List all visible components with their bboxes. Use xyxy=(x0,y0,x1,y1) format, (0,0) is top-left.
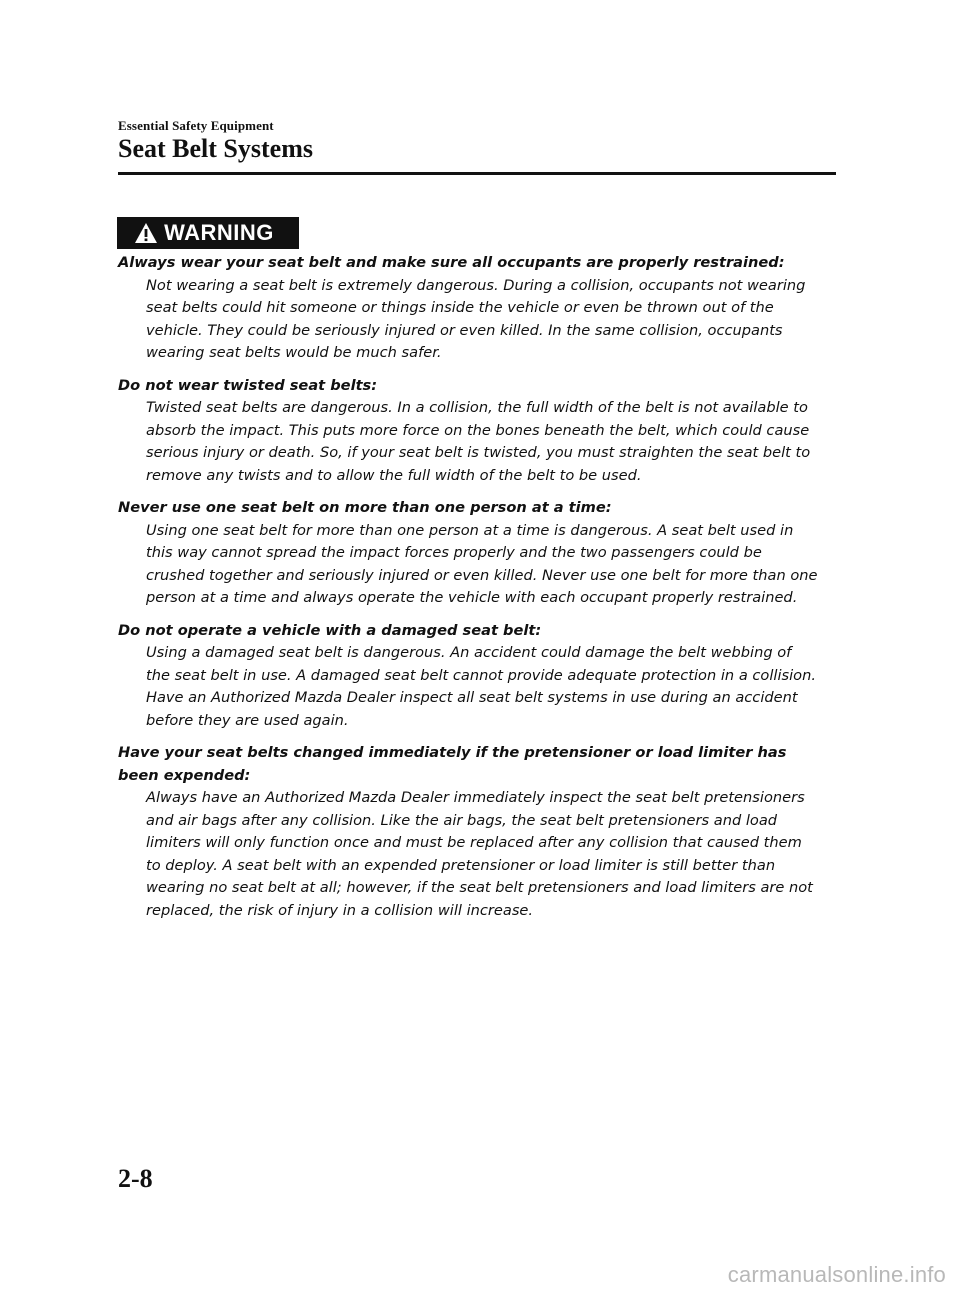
page-number: 2-8 xyxy=(118,1164,153,1193)
watermark-text: carmanualsonline.info xyxy=(727,1262,946,1287)
warning-badge xyxy=(117,217,299,249)
warning-item xyxy=(118,620,818,733)
warning-heading: Always wear your seat belt and make sure all occupants are properly restrained: xyxy=(118,254,785,271)
warning-list xyxy=(118,252,818,932)
warning-heading: Never use one seat belt on more than one person at a time: xyxy=(118,499,612,516)
warning-heading: Do not wear twisted seat belts: xyxy=(118,376,378,394)
warning-body: Twisted seat belts are dangerous. In a collision, the full width of the belt is not available to absorb the impact. This puts more force on the bones beneath the belt, which could cause serious injury or death. So, if your seat belt is twisted, you must straighten the seat belt to remove any twists and to allow the full width of the belt to be used. xyxy=(146,399,811,484)
warning-item xyxy=(118,742,818,922)
warning-body: Using a damaged seat belt is dangerous. An accident could damage the belt webbing of the seat belt in use. A damaged seat belt cannot provide adequate protection in a collision. Have an Authorized Mazda Dealer inspect all seat belt systems in use during an accident before they are used again. xyxy=(146,644,816,729)
warning-item xyxy=(118,252,818,365)
title-rule xyxy=(118,172,836,175)
warning-label: WARNING xyxy=(164,220,274,245)
warning-body: Always have an Authorized Mazda Dealer immediately inspect the seat belt pretensioners and air bags after any collision. Like the air bags, the seat belt pretensioners and load limiters will only function once and must be replaced after any collision that caused them to deploy. A seat belt with an expended pretensioner or load limiter is still better than wearing no seat belt at all; however, if the seat belt pretensioners and load limiters are not replaced, the risk of injury in a collision will increase. xyxy=(146,789,813,919)
warning-body: Using one seat belt for more than one person at a time is dangerous. A seat belt used in this way cannot spread the impact forces properly and the two passengers could be crushed together and seriously injured or even killed. Never use one belt for more than one person at a time and always operate the vehicle with each occupant properly restrained. xyxy=(146,521,818,606)
section-label: Essential Safety Equipment xyxy=(118,118,274,133)
warning-item xyxy=(118,375,818,488)
warning-heading: Have your seat belts changed immediately if the pretensioner or load limiter has been expended: xyxy=(118,744,787,784)
page-title: Seat Belt Systems xyxy=(118,134,313,163)
warning-body: Not wearing a seat belt is extremely dangerous. During a collision, occupants not wearing seat belts could hit someone or things inside the vehicle or even be thrown out of the vehicle. They could be seriously injured or even killed. In the same collision, occupants wearing seat belts would be much safer. xyxy=(146,276,806,361)
warning-item xyxy=(118,497,818,610)
warning-heading: Do not operate a vehicle with a damaged seat belt: xyxy=(118,621,542,639)
warning-triangle-icon xyxy=(134,222,158,244)
